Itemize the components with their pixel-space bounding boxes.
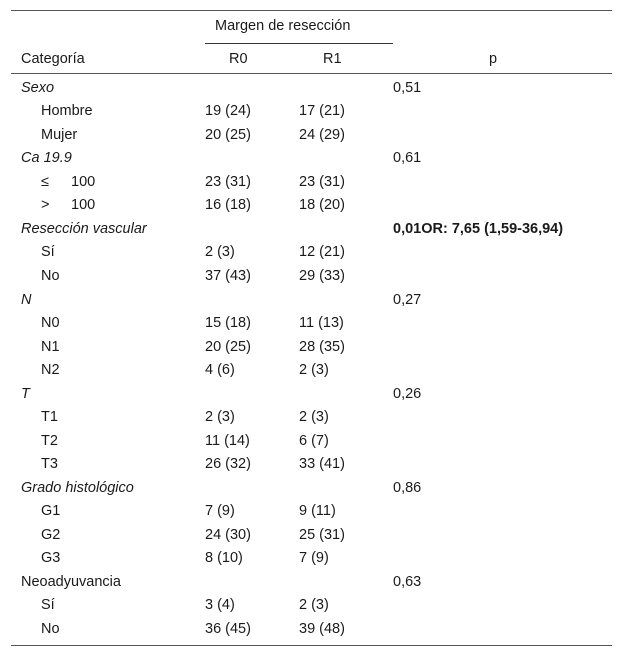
row-category-group: T [21,386,30,402]
table-row [11,171,612,194]
table-row [11,430,612,453]
row-r1-value: 17 (21) [299,103,345,119]
table-row [11,194,612,217]
row-r0-value: 24 (30) [205,527,251,543]
row-r1-value: 18 (20) [299,197,345,213]
row-r0-value: 26 (32) [205,456,251,472]
table-row [11,547,612,570]
row-r0-value: 2 (3) [205,244,235,260]
row-r0-value: 15 (18) [205,315,251,331]
row-category-group: Ca 19.9 [21,150,72,166]
row-r0-value: 11 (14) [205,433,250,449]
row-category: Mujer [41,127,78,143]
row-category [41,194,95,217]
col-header-r1: R1 [323,51,342,67]
row-category-group: Sexo [21,80,55,96]
row-r1-value: 7 (9) [299,550,329,566]
row-r0-value: 36 (45) [205,621,251,637]
table-row [11,618,612,641]
col-header-p: p [489,51,498,67]
row-r1-value: 11 (13) [299,315,344,331]
table-row [11,100,612,123]
table-row [11,500,612,523]
row-r0-value: 23 (31) [205,174,251,190]
row-p-value: 0,26 [393,386,422,402]
row-p-value: 0,61 [393,150,422,166]
row-category: N1 [41,339,60,355]
row-r0-value: 2 (3) [205,409,235,425]
row-r0-value: 16 (18) [205,197,251,213]
table-row [11,312,612,335]
row-r0-value: 20 (25) [205,339,251,355]
table-row [11,594,612,617]
row-category-group: N [21,292,32,308]
row-category: G2 [41,527,61,543]
row-category: T2 [41,433,58,449]
row-r1-value: 23 (31) [299,174,345,190]
group-header-rule [205,43,393,44]
table-bottom-rule [11,645,612,646]
row-category-group: Grado histológico [21,480,134,496]
row-r1-value: 39 (48) [299,621,345,637]
row-category: N0 [41,315,60,331]
row-category-group: Resección vascular [21,221,147,237]
header-bottom-rule [11,73,612,74]
row-p-value: 0,51 [393,80,422,96]
table-row [11,524,612,547]
row-r1-value: 6 (7) [299,433,329,449]
row-r1-value: 29 (33) [299,268,345,284]
row-r0-value: 7 (9) [205,503,235,519]
row-r0-value: 20 (25) [205,127,251,143]
table-row [11,571,612,594]
table-row [11,147,612,170]
col-header-r0: R0 [229,51,248,67]
row-category: T3 [41,456,58,472]
row-r1-value: 9 (11) [299,503,336,519]
table-row [11,453,612,476]
row-r1-value: 25 (31) [299,527,345,543]
row-r0-value: 37 (43) [205,268,251,284]
table-row [11,77,612,100]
row-category: Hombre [41,103,93,119]
row-r1-value: 2 (3) [299,362,329,378]
row-category: Sí [41,244,55,260]
row-r1-value: 2 (3) [299,409,329,425]
row-p-value: 0,01OR: 7,65 (1,59-36,94) [393,221,564,237]
table-row [11,359,612,382]
table-row [11,289,612,312]
group-header-margin: Margen de resección [215,18,351,34]
row-category: Sí [41,597,55,613]
row-category-value: 100 [71,197,96,213]
row-r1-value: 2 (3) [299,597,329,613]
row-r0-value: 3 (4) [205,597,235,613]
row-r0-value: 19 (24) [205,103,251,119]
row-p-value: 0,86 [393,480,422,496]
row-category [41,171,95,194]
col-header-category: Categoría [21,51,85,67]
table-row [11,383,612,406]
row-r0-value: 4 (6) [205,362,235,378]
row-category: G1 [41,503,61,519]
table-row [11,406,612,429]
greater-than-symbol: > [41,197,50,213]
table-row [11,218,612,241]
row-r1-value: 12 (21) [299,244,345,260]
row-p-value: 0,27 [393,292,422,308]
row-category: G3 [41,550,61,566]
row-p-value: 0,63 [393,574,422,590]
row-r1-value: 33 (41) [299,456,345,472]
row-category-group: Neoadyuvancia [21,574,121,590]
table-row [11,124,612,147]
row-r0-value: 8 (10) [205,550,243,566]
row-category: T1 [41,409,58,425]
table-row [11,336,612,359]
table-top-rule [11,10,612,11]
row-category-value: 100 [71,174,96,190]
table-row [11,477,612,500]
table-row [11,265,612,288]
row-r1-value: 24 (29) [299,127,345,143]
row-category: N2 [41,362,60,378]
less-equal-symbol: ≤ [41,174,49,190]
table-row [11,241,612,264]
row-category: No [41,268,60,284]
row-category: No [41,621,60,637]
row-r1-value: 28 (35) [299,339,345,355]
